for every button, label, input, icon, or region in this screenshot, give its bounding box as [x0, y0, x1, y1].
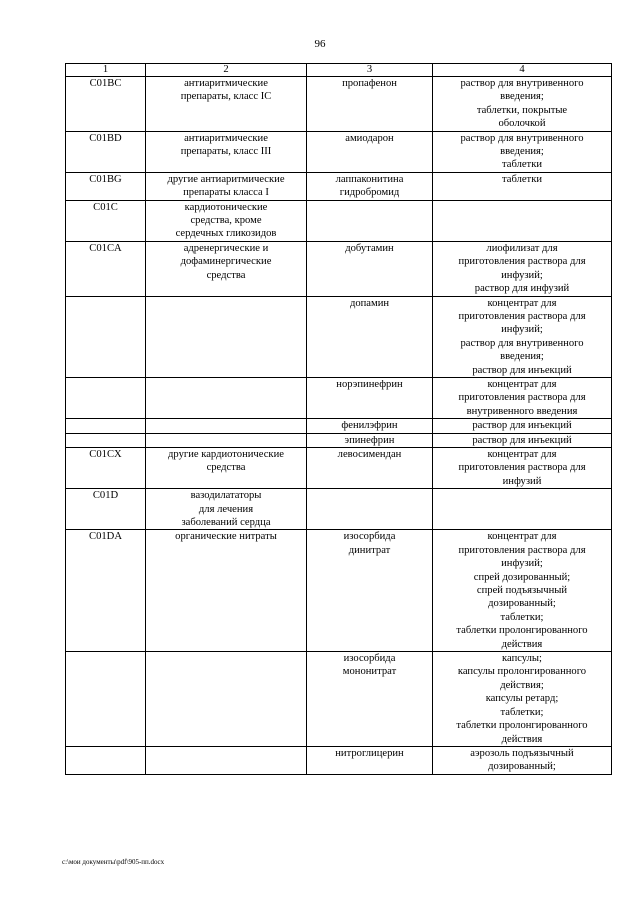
dosage-form-cell: раствор для внутривенного введения; таблетки	[433, 131, 612, 172]
table-row	[66, 433, 612, 447]
atc-code-cell: C01DA	[66, 530, 146, 652]
group-cell	[146, 746, 307, 774]
drug-cell: амиодарон	[307, 131, 433, 172]
page-number: 96	[314, 38, 326, 50]
drug-cell	[307, 489, 433, 530]
group-cell: органические нитраты	[146, 530, 307, 652]
footer-file-path: c:\мои документы\pdf\905-пп.docx	[62, 858, 165, 866]
group-cell	[146, 652, 307, 747]
group-cell: другие антиаритмические препараты класса I	[146, 172, 307, 200]
column-header-row	[66, 64, 612, 77]
group-cell	[146, 296, 307, 377]
atc-code-cell: C01C	[66, 200, 146, 241]
group-cell	[146, 419, 307, 433]
table-row	[66, 746, 612, 774]
atc-code-cell: C01BG	[66, 172, 146, 200]
atc-code-cell: C01D	[66, 489, 146, 530]
dosage-form-cell: раствор для внутривенного введения; таблетки, покрытые оболочкой	[433, 77, 612, 132]
drug-cell: левосимендан	[307, 447, 433, 488]
dosage-form-cell: концентрат для приготовления раствора для внутривенного введения	[433, 377, 612, 418]
table-row	[66, 377, 612, 418]
drug-cell: норэпинефрин	[307, 377, 433, 418]
table-row	[66, 296, 612, 377]
drug-table-body	[66, 64, 612, 775]
dosage-form-cell: раствор для инъекций	[433, 433, 612, 447]
drug-cell: фенилэфрин	[307, 419, 433, 433]
table-row	[66, 419, 612, 433]
column-header-2: 2	[146, 64, 307, 77]
table-row	[66, 131, 612, 172]
atc-code-cell: C01BC	[66, 77, 146, 132]
group-cell	[146, 377, 307, 418]
atc-code-cell	[66, 419, 146, 433]
drug-cell: эпинефрин	[307, 433, 433, 447]
dosage-form-cell: концентрат для приготовления раствора для инфузий; раствор для внутривенного введения; раствор для инъекций	[433, 296, 612, 377]
dosage-form-cell: раствор для инъекций	[433, 419, 612, 433]
group-cell	[146, 433, 307, 447]
group-cell: антиаритмические препараты, класс III	[146, 131, 307, 172]
table-row	[66, 77, 612, 132]
atc-code-cell	[66, 746, 146, 774]
drug-cell: пропафенон	[307, 77, 433, 132]
table-row	[66, 241, 612, 296]
group-cell: антиаритмические препараты, класс IC	[146, 77, 307, 132]
table-row	[66, 652, 612, 747]
drug-cell: добутамин	[307, 241, 433, 296]
column-header-1: 1	[66, 64, 146, 77]
dosage-form-cell: лиофилизат для приготовления раствора для инфузий; раствор для инфузий	[433, 241, 612, 296]
atc-code-cell	[66, 433, 146, 447]
drug-cell: нитроглицерин	[307, 746, 433, 774]
table-row	[66, 489, 612, 530]
table-row	[66, 530, 612, 652]
table-row	[66, 172, 612, 200]
drug-cell	[307, 200, 433, 241]
dosage-form-cell: концентрат для приготовления раствора для инфузий	[433, 447, 612, 488]
dosage-form-cell	[433, 200, 612, 241]
column-header-3: 3	[307, 64, 433, 77]
column-header-4: 4	[433, 64, 612, 77]
dosage-form-cell	[433, 489, 612, 530]
group-cell: другие кардиотонические средства	[146, 447, 307, 488]
group-cell: адренергические и дофаминергические средства	[146, 241, 307, 296]
atc-code-cell: C01CX	[66, 447, 146, 488]
table-row	[66, 200, 612, 241]
atc-code-cell: C01BD	[66, 131, 146, 172]
atc-code-cell: C01CA	[66, 241, 146, 296]
atc-code-cell	[66, 652, 146, 747]
drug-cell: допамин	[307, 296, 433, 377]
dosage-form-cell: таблетки	[433, 172, 612, 200]
dosage-form-cell: концентрат для приготовления раствора для инфузий; спрей дозированный; спрей подъязычный дозированный; таблетки; таблетки пролонгированного действия	[433, 530, 612, 652]
dosage-form-cell: аэрозоль подъязычный дозированный;	[433, 746, 612, 774]
atc-code-cell	[66, 296, 146, 377]
group-cell: вазодилататоры для лечения заболеваний сердца	[146, 489, 307, 530]
atc-code-cell	[66, 377, 146, 418]
drug-table	[65, 63, 612, 775]
drug-cell: лаппаконитина гидробромид	[307, 172, 433, 200]
drug-cell: изосорбида мононитрат	[307, 652, 433, 747]
group-cell: кардиотонические средства, кроме сердечных гликозидов	[146, 200, 307, 241]
dosage-form-cell: капсулы; капсулы пролонгированного действия; капсулы ретард; таблетки; таблетки пролонгированного действия	[433, 652, 612, 747]
drug-cell: изосорбида динитрат	[307, 530, 433, 652]
table-row	[66, 447, 612, 488]
